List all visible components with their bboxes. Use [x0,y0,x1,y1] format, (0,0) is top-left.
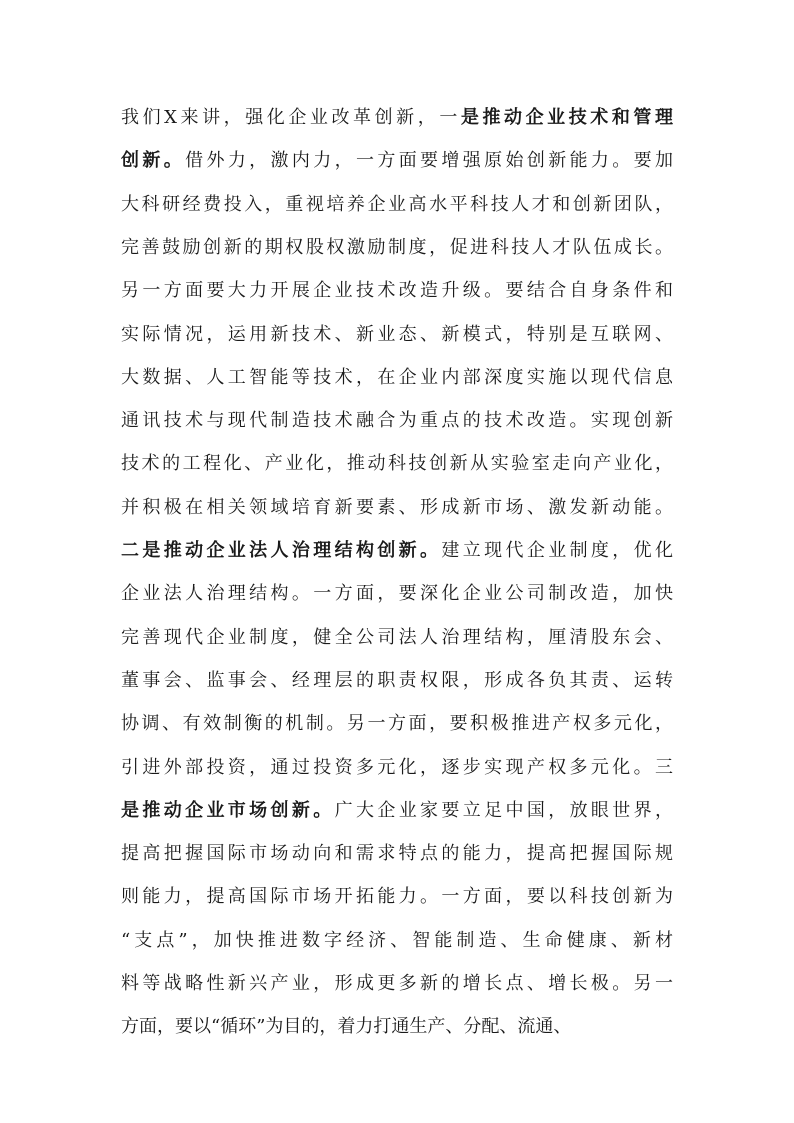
text-line [121,274,673,308]
text-line [121,967,673,1001]
body-text-span: 实际情况，运用新技术、新业态、新模式，特别是互联网、 [121,323,673,345]
text-line [121,447,673,481]
text-line [121,924,673,958]
body-text-span: “支点”，加快推进数字经济、智能制造、生命健康、新材 [121,929,673,951]
text-line [121,404,673,438]
body-text-span: 借外力，激内力，一方面要增强原始创新能力。要加 [185,150,674,172]
text-line [121,664,673,698]
body-text-span: 提高把握国际市场动向和需求特点的能力，提高把握国际规 [121,843,673,865]
text-line [121,1010,673,1044]
body-text-span: 我们X来讲，强化企业改革创新，一 [121,107,461,128]
bold-heading-text: 是推动企业市场创新。 [121,799,335,821]
text-line [121,188,673,222]
body-text-span: 大科研经费投入，重视培养企业高水平科技人才和创新团队， [121,193,673,215]
body-text-span: 广大企业家要立足中国，放眼世界， [334,799,674,821]
text-line [121,318,673,352]
text-line [121,534,673,568]
text-line [121,101,673,135]
body-text-span: 企业法人治理结构。一方面，要深化企业公司制改造，加快 [121,583,673,605]
body-text-span: 则能力，提高国际市场开拓能力。一方面，要以科技创新为 [121,886,673,908]
text-line [121,577,673,611]
body-text-span: 完善鼓励创新的期权股权激励制度，促进科技人才队伍成长。 [121,236,673,258]
body-text-span: 引进外部投资，通过投资多元化，逐步实现产权多元化。三 [121,756,673,778]
bold-heading-text: 创新。 [121,150,186,172]
text-line [121,880,673,914]
text-line [121,491,673,525]
body-text-span: 建立现代企业制度，优化 [441,540,674,561]
body-text-span: 并积极在相关领域培育新要素、形成新市场、激发新动能。 [121,496,673,518]
text-line [121,751,673,785]
body-text-span: 董事会、监事会、经理层的职责权限，形成各负其责、运转 [121,669,673,691]
body-text-span: 完善现代企业制度，健全公司法人治理结构，厘清股东会、 [121,626,673,648]
text-line [121,144,673,178]
body-text-span: 技术的工程化、产业化，推动科技创新从实验室走向产业化， [121,453,673,475]
body-text-span: 协调、有效制衡的机制。另一方面，要积极推进产权多元化， [121,713,673,735]
body-text-span: 大数据、人工智能等技术，在企业内部深度实施以现代信息 [121,366,673,388]
text-line [121,794,673,828]
body-text-span: 方面，要以“循环”为目的，着力打通生产、分配、流通、 [121,1016,572,1038]
body-text-span: 另一方面要大力开展企业技术改造升级。要结合自身条件和 [121,280,673,302]
text-line [121,707,673,741]
bold-heading-text: 二是推动企业法人治理结构创新。 [121,540,442,561]
text-line [121,361,673,395]
body-text-span: 通讯技术与现代制造技术融合为重点的技术改造。实现创新 [121,410,673,432]
bold-heading-text: 是推动企业技术和管理 [460,107,673,128]
text-line [121,621,673,655]
text-line [121,231,673,265]
text-line [121,837,673,871]
body-text-span: 料等战略性新兴产业，形成更多新的增长点、增长极。另一 [121,973,673,994]
